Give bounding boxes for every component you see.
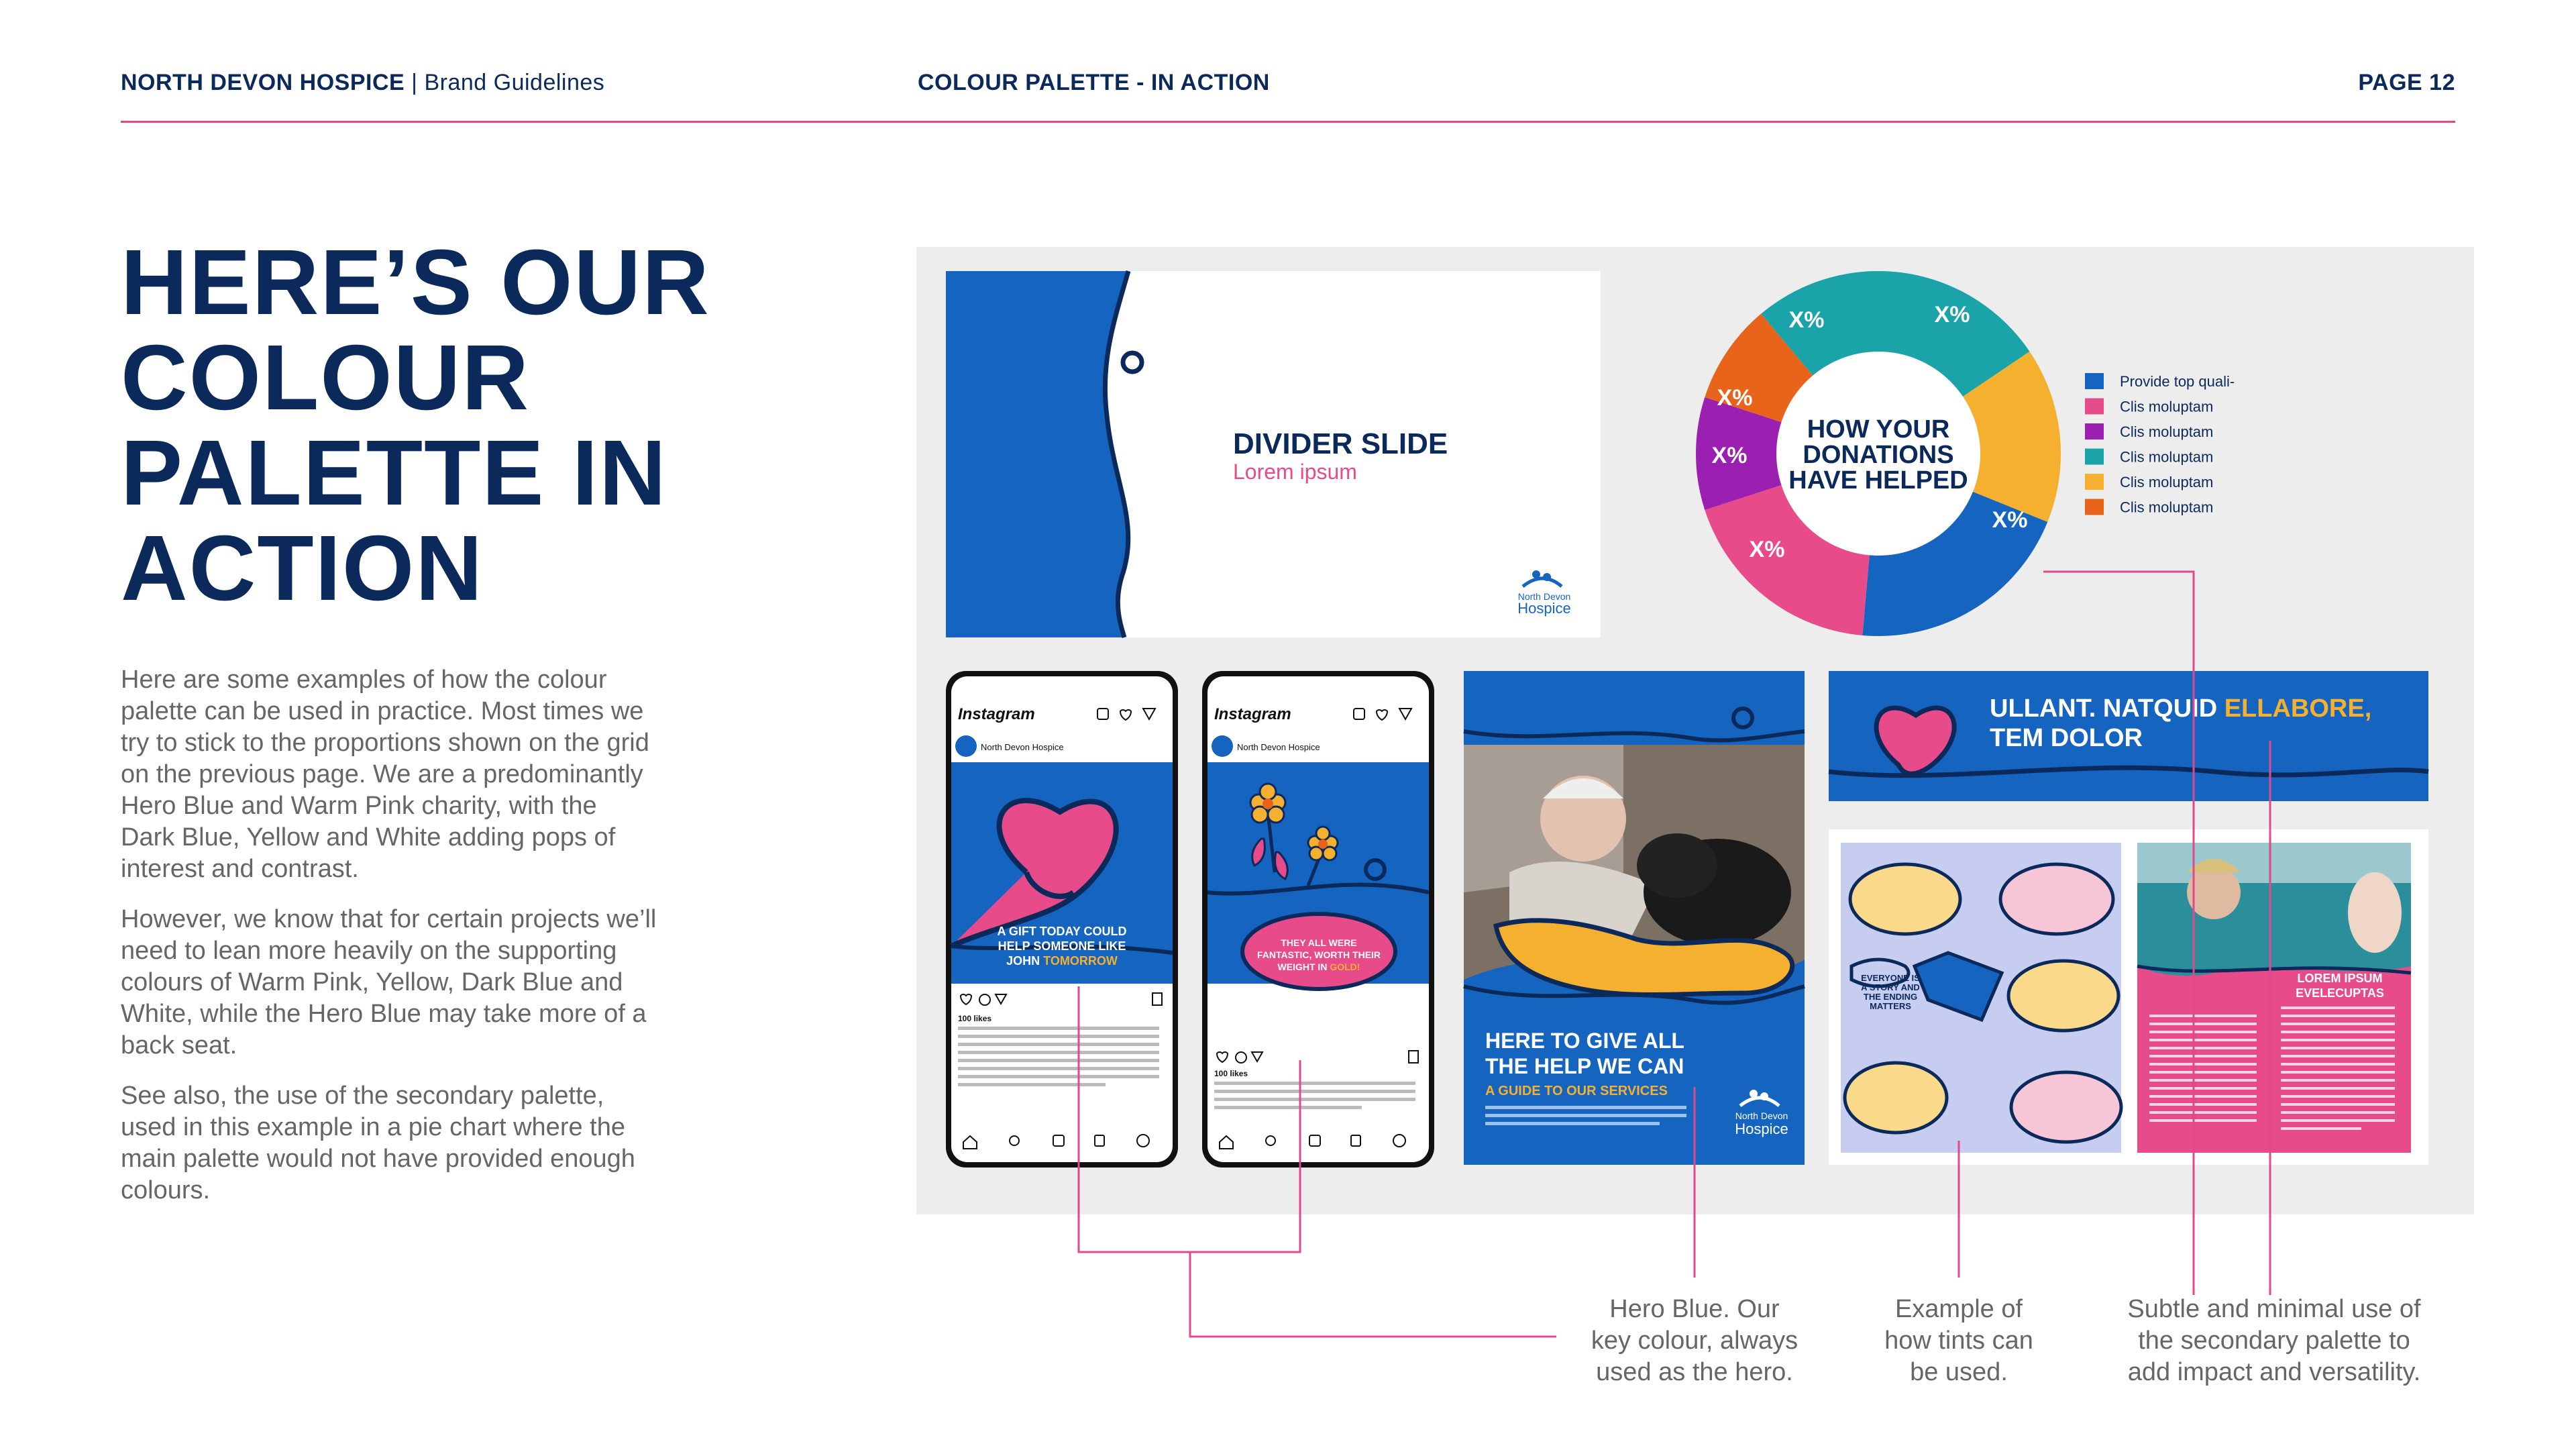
legend-swatch <box>2085 499 2104 515</box>
divider-title: DIVIDER SLIDE <box>1233 427 1448 460</box>
title-line: HERE’S OUR <box>121 231 710 334</box>
title-line: COLOUR <box>121 326 530 429</box>
section-title: COLOUR PALETTE - IN ACTION <box>918 70 1270 95</box>
tint-text: A STORY AND <box>1861 982 1920 992</box>
instagram-phone-2 <box>1202 671 1434 1168</box>
body-paragraph: Here are some examples of how the colour palette can be used in practice. Most times we try to stick to the proportions shown on the grid on the previous page. We are a predominantly Hero Blue and Warm Pink charity, with the Dark Blue, Yellow and White adding pops of interest and contrast. <box>121 666 649 883</box>
account-name[interactable]: North Devon Hospice <box>981 742 1064 752</box>
donut-segment-label: X% <box>1749 537 1785 562</box>
donut-segment-label: X% <box>1934 302 1970 327</box>
bubble-text: WEIGHT IN GOLD! <box>1277 962 1360 972</box>
header-separator: | <box>411 70 418 95</box>
divider-slide <box>946 271 1601 637</box>
bubble-text: THEY ALL WERE <box>1281 937 1357 948</box>
document-name: Brand Guidelines <box>424 70 605 95</box>
banner-headline: ULLANT. NATQUID ELLABORE, <box>1990 694 2372 723</box>
likes-count: 100 likes <box>958 1014 992 1023</box>
legend-label: Provide top quali- <box>2120 373 2235 390</box>
legend-swatch <box>2085 449 2104 465</box>
legend-label: Clis moluptam <box>2120 499 2214 516</box>
photo-card-heading: LOREM IPSUM <box>2297 972 2383 985</box>
title-line: ACTION <box>121 517 484 620</box>
tint-text: EVERYONE IS <box>1861 973 1920 983</box>
poster-headline: HERE TO GIVE ALL <box>1485 1029 1684 1053</box>
legend-label: Clis moluptam <box>2120 423 2214 440</box>
photo-card-heading: EVELECUPTAS <box>2296 986 2384 1000</box>
legend-swatch <box>2085 373 2104 389</box>
body-paragraph: However, we know that for certain projects we’ll need to lean more heavily on the supporting colours of Warm Pink, Yellow, Dark Blue and White, while the Hero Blue may take more of a back seat. <box>121 905 657 1059</box>
donut-center-text: DONATIONS <box>1803 441 1954 469</box>
body-paragraph: See also, the use of the secondary palette, used in this example in a pie chart where the main palette would not have provided enough colours. <box>121 1082 635 1204</box>
logo-text: Hospice <box>1517 600 1571 617</box>
legend-label: Clis moluptam <box>2120 398 2214 415</box>
tint-text: MATTERS <box>1870 1001 1911 1011</box>
avatar[interactable] <box>1212 735 1233 757</box>
logo-text: Hospice <box>1735 1121 1788 1137</box>
donut-center-text: HOW YOUR <box>1807 415 1950 444</box>
post-caption: HELP SOMEONE LIKE <box>998 939 1126 953</box>
annotation-tints: Example of how tints can be used. <box>1884 1295 2033 1386</box>
poster-headline: THE HELP WE CAN <box>1485 1054 1684 1078</box>
likes-count: 100 likes <box>1214 1069 1248 1078</box>
annotation-hero-blue: Hero Blue. Our key colour, always used as the hero. <box>1591 1295 1799 1386</box>
logo-text: North Devon <box>1735 1110 1788 1121</box>
donut-segment-label: X% <box>1717 385 1753 411</box>
tint-text: THE ENDING <box>1863 992 1918 1002</box>
tints-spread <box>1829 829 2428 1165</box>
page-number: PAGE 12 <box>2358 70 2455 95</box>
banner-headline: TEM DOLOR <box>1990 724 2143 752</box>
legend-swatch <box>2085 423 2104 439</box>
instagram-phone-1 <box>946 671 1178 1168</box>
legend-swatch <box>2085 399 2104 415</box>
title-line: PALETTE IN <box>121 421 667 525</box>
donut-segment-label: X% <box>1711 443 1748 468</box>
bubble-text: FANTASTIC, WORTH THEIR <box>1256 949 1381 960</box>
annotation-secondary-palette: Subtle and minimal use of the secondary palette to add impact and versatility. <box>2127 1295 2421 1386</box>
donations-donut <box>1696 271 2061 636</box>
donut-legend <box>2085 373 2235 516</box>
donut-center-text: HAVE HELPED <box>1788 466 1968 495</box>
post-caption: A GIFT TODAY COULD <box>997 925 1127 938</box>
avatar[interactable] <box>955 735 977 757</box>
donut-segment-label: X% <box>1788 307 1825 333</box>
brand-name: NORTH DEVON HOSPICE <box>121 70 405 95</box>
legend-label: Clis moluptam <box>2120 474 2214 490</box>
legend-label: Clis moluptam <box>2120 448 2214 466</box>
instagram-logo: Instagram <box>958 705 1035 723</box>
divider-subtitle: Lorem ipsum <box>1233 460 1357 484</box>
legend-swatch <box>2085 474 2104 490</box>
donut-segment-label: X% <box>1992 507 2028 533</box>
logo-text: North Devon <box>1517 591 1571 602</box>
heart-banner <box>1829 671 2428 801</box>
account-name[interactable]: North Devon Hospice <box>1237 742 1320 752</box>
poster-subhead: A GUIDE TO OUR SERVICES <box>1485 1084 1668 1098</box>
services-poster <box>1464 671 1805 1165</box>
instagram-logo: Instagram <box>1214 705 1291 723</box>
post-caption: JOHN TOMORROW <box>1006 954 1118 968</box>
